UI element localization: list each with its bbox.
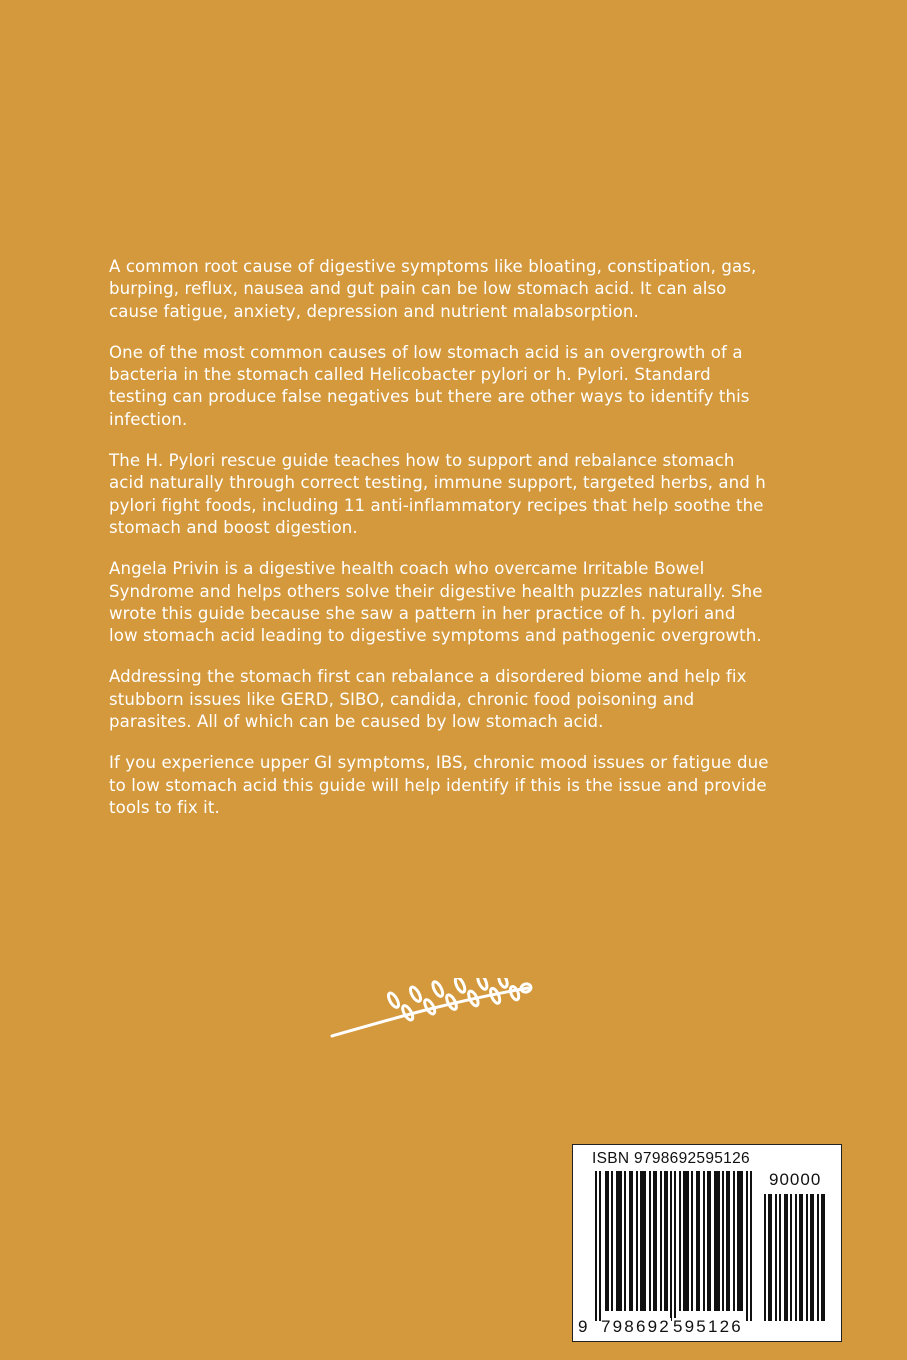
barcode-digits-right: 595126 <box>673 1317 743 1336</box>
wheat-branch-icon <box>328 978 533 1040</box>
blurb-paragraph-guide: The H. Pylori rescue guide teaches how to support and rebalance stomach acid naturally through correct testing, immune support, targeted herbs, and h pylori fight foods, including 11 anti-inflammatory recipes that help soothe the stomach and boost digestion. <box>109 451 766 537</box>
blurb-paragraph-symptoms: A common root cause of digestive symptoms like bloating, constipation, gas, burping, reflux, nausea and gut pain can be low stomach acid. It can also cause fatigue, anxiety, depression and nutrient malabsorption. <box>109 257 757 321</box>
isbn-barcode <box>573 1145 841 1341</box>
blurb-paragraph-audience: If you experience upper GI symptoms, IBS, chronic mood issues or fatigue due to low stomach acid this guide will help identify if this is the issue and provide tools to fix it. <box>109 753 769 817</box>
blurb-paragraph-causes: One of the most common causes of low stomach acid is an overgrowth of a bacteria in the stomach called Helicobacter pylori or h. Pylori. Standard testing can produce false negatives but there are other ways to identify this infection. <box>109 342 750 429</box>
price-code: 90000 <box>769 1170 822 1189</box>
isbn-label: ISBN 9798692595126 <box>592 1150 750 1167</box>
addon-barcode-bars <box>763 1194 829 1321</box>
barcode-digit-first: 9 <box>578 1317 590 1336</box>
ean13-barcode-bars <box>591 1171 757 1321</box>
back-cover-blurb <box>109 256 769 838</box>
blurb-paragraph-author: Angela Privin is a digestive health coach who overcame Irritable Bowel Syndrome and helps others solve their digestive health puzzles naturally. She wrote this guide because she saw a pattern in her practice of h. pylori and low stomach acid leading to digestive symptoms and pathogenic overgrowth. <box>109 559 763 646</box>
barcode-digits-left: 798692 <box>601 1317 671 1336</box>
blurb-paragraph-stomach: Addressing the stomach first can rebalance a disordered biome and help fix stubborn issues like GERD, SIBO, candida, chronic food poisoning and parasites. All of which can be caused by low stomach acid. <box>109 667 747 732</box>
